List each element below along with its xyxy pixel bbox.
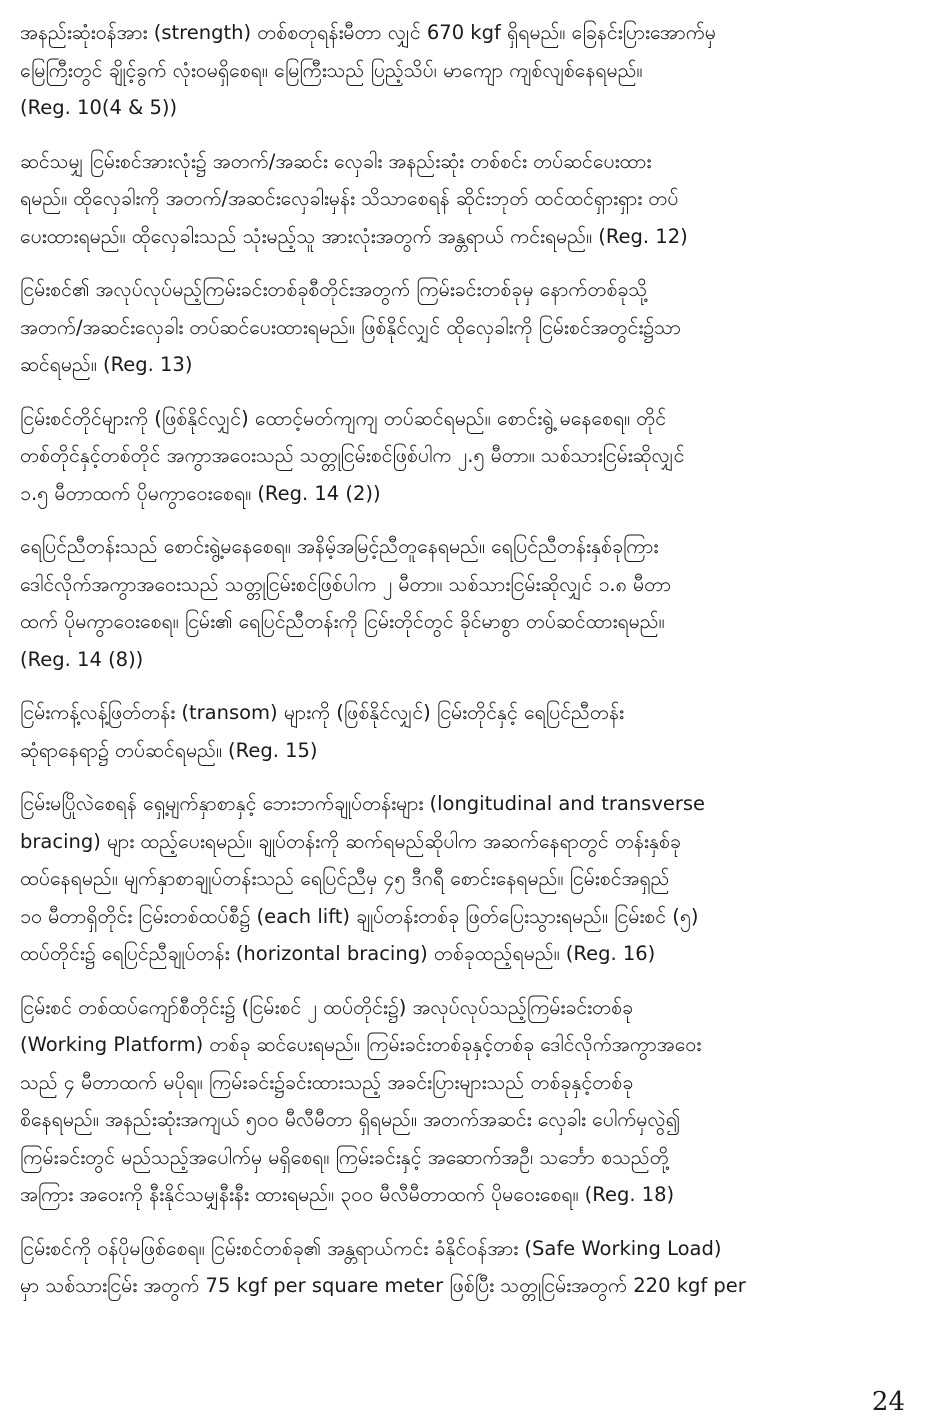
text-line: မြေကြီးတွင် ချိုင့်ခွက် လုံးဝမရှိစေရ။ မြေကြီးသည် ပြည့်သိပ်၊ မာကျော ကျစ်လျစ်နေရမည်။ <box>20 58 643 82</box>
text-line: ရေပြင်ညီတန်းသည် စောင်းရွဲ့မနေစေရ။ အနိမ့်အမြင့်ညီတူနေရမည်။ ရေပြင်ညီတန်းနှစ်ခုကြား <box>20 535 659 558</box>
text-line: ဆင်ရမည်။ (Reg. 13) <box>20 353 193 376</box>
text-line: ကြမ်းခင်းတွင် မည်သည့်အပေါက်မှ မရှိစေရ။ ကြမ်းခင်းနှင့် အဆောက်အဦ၊ သင်္ဘော စသည်တို့ <box>20 1145 669 1169</box>
paragraph-safe-working-load <box>20 1230 908 1305</box>
text-line: ထပ်နေရမည်။ မျက်နှာစာချုပ်တန်းသည် ရေပြင်ညီမှ ၄၅ ဒီဂရီ စောင်းနေရမည်။ ငြမ်းစင်အရှည် <box>20 867 670 890</box>
text-line: စိနေရမည်။ အနည်းဆုံးအကျယ် ၅၀၀ မီလီမီတာ ရှိရမည်။ အတက်အဆင်း လှေခါး ပေါက်မှလွဲ၍ <box>20 1108 681 1131</box>
paragraph-scaffold-base <box>20 14 908 127</box>
text-line: ရမည်။ ထိုလှေခါးကို အတက်/အဆင်းလှေခါးမှန်း သိသာစေရန် ဆိုင်းဘုတ် ထင်ထင်ရှားရှား တပ် <box>20 187 679 210</box>
page-number: 24 <box>871 1387 905 1417</box>
text-line: ဒေါင်လိုက်အကွာအဝေးသည် သတ္တုငြမ်းစင်ဖြစ်ပါက ၂ မီတာ။ သစ်သားငြမ်းဆိုလျှင် ၁.၈ မီတာ <box>20 572 672 596</box>
text-line: တစ်တိုင်နှင့်တစ်တိုင် အကွာအဝေးသည် သတ္တုငြမ်းစင်ဖြစ်ပါက ၂.၅ မီတာ။ သစ်သားငြမ်းဆိုလျှင် <box>20 444 685 467</box>
text-line: ငြမ်းစင်တိုင်များကို (ဖြစ်နိုင်လျှင်) ထောင့်မတ်ကျကျ တပ်ဆင်ရမည်။ စောင်းရွဲ့ မနေစေရ။ တိုင် <box>20 406 667 430</box>
text-line: ငြမ်းစင်ကို ဝန်ပိုမဖြစ်စေရ။ ငြမ်းစင်တစ်ခု၏ အန္တရာယ်ကင်း ခံနိုင်ဝန်အား (Safe Working Load) <box>20 1236 722 1260</box>
text-line: (Reg. 14 (8)) <box>20 647 144 671</box>
text-line: ဆင်သမျှ ငြမ်းစင်အားလုံး၌ အတက်/အဆင်း လှေခါး အနည်းဆုံး တစ်စင်း တပ်ဆင်ပေးထား <box>20 149 652 173</box>
paragraph-standards <box>20 400 908 513</box>
text-line: ငြမ်းကန့်လန့်ဖြတ်တန်း (transom) များကို (ဖြစ်နိုင်လျှင်) ငြမ်းတိုင်နှင့် ရေပြင်ညီတန်း <box>20 701 624 724</box>
paragraph-bracing <box>20 785 908 973</box>
text-line: ထက် ပိုမကွာဝေးစေရ။ ငြမ်း၏ ရေပြင်ညီတန်းကို ငြမ်းတိုင်တွင် ခိုင်မာစွာ တပ်ဆင်ထားရမည်။ <box>20 610 665 633</box>
text-line: bracing) များ ထည့်ပေးရမည်။ ချုပ်တန်းကို ဆက်ရမည်ဆိုပါက အဆက်နေရာတွင် တန်းနှစ်ခု <box>20 829 681 853</box>
text-line: မှာ သစ်သားငြမ်း အတွက် 75 kgf per square meter ဖြစ်ပြီး သတ္တုငြမ်းအတွက် 220 kgf per <box>20 1274 746 1297</box>
text-line: ၁.၅ မီတာထက် ပိုမကွာဝေးစေရ။ (Reg. 14 (2)) <box>20 481 381 505</box>
paragraph-transoms <box>20 694 908 769</box>
document-page <box>20 14 908 1321</box>
text-line: ၁၀ မီတာရှိတိုင်း ငြမ်းတစ်ထပ်စီ၌ (each lift) ချုပ်တန်းတစ်ခု ဖြတ်ပြေးသွားရမည်။ ငြမ်းစင် (၅) <box>20 904 699 928</box>
text-line: ငြမ်းစင် တစ်ထပ်ကျော်စီတိုင်း၌ (ငြမ်းစင် ၂ ထပ်တိုင်း၌) အလုပ်လုပ်သည့်ကြမ်းခင်းတစ်ခု <box>20 995 634 1019</box>
text-line: (Reg. 10(4 & 5)) <box>20 96 178 119</box>
text-line: ငြမ်းစင်၏ အလုပ်လုပ်မည့်ကြမ်းခင်းတစ်ခုစီတိုင်းအတွက် ကြမ်းခင်းတစ်ခုမှ နောက်တစ်ခုသို့ <box>20 278 648 301</box>
text-line: ငြမ်းမပြိုလဲစေရန် ရှေ့မျက်နှာစာနှင့် ဘေးဘက်ချုပ်တန်းများ (longitudinal and transverse <box>20 792 706 815</box>
text-line: အကြား အဝေးကို နီးနိုင်သမျှနီးနီး ထားရမည်။ ၃၀၀ မီလီမီတာထက် ပိုမဝေးစေရ။ (Reg. 18) <box>20 1183 675 1206</box>
text-line: ထပ်တိုင်း၌ ရေပြင်ညီချုပ်တန်း (horizontal bracing) တစ်ခုထည့်ရမည်။ (Reg. 16) <box>20 942 656 965</box>
text-line: အနည်းဆုံးဝန်အား (strength) တစ်စတုရန်းမီတာ လျှင် 670 kgf ရှိရမည်။ ခြေနင်းပြားအောက်မှ <box>20 21 716 44</box>
paragraph-ledgers <box>20 528 908 678</box>
paragraph-access-ladder <box>20 143 908 256</box>
text-line: အတက်/အဆင်းလှေခါး တပ်ဆင်ပေးထားရမည်။ ဖြစ်နိုင်လျှင် ထိုလှေခါးကို ငြမ်းစင်အတွင်း၌သာ <box>20 315 681 339</box>
text-line: (Working Platform) တစ်ခု ဆင်ပေးရမည်။ ကြမ်းခင်းတစ်ခုနှင့်တစ်ခု ဒေါင်လိုက်အကွာအဝေး <box>20 1033 702 1056</box>
text-line: ဆုံရာနေရာ၌ တပ်ဆင်ရမည်။ (Reg. 15) <box>20 738 318 762</box>
paragraph-platform-ladder <box>20 271 908 384</box>
text-line: သည် ၄ မီတာထက် မပိုရ။ ကြမ်းခင်း၌ခင်းထားသည့် အခင်းပြားများသည် တစ်ခုနှင့်တစ်ခု <box>20 1070 634 1094</box>
paragraph-working-platform <box>20 989 908 1214</box>
text-line: ပေးထားရမည်။ ထိုလှေခါးသည် သုံးမည့်သူ အားလုံးအတွက် အန္တရာယ် ကင်းရမည်။ (Reg. 12) <box>20 224 688 248</box>
